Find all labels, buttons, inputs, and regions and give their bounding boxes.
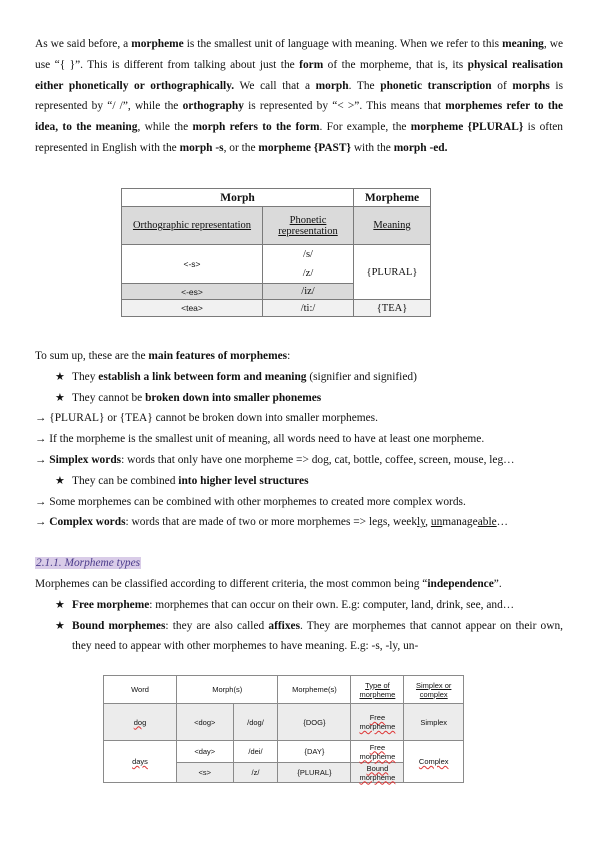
table2-cell: <day> <box>177 741 234 763</box>
features-list-2 <box>35 471 563 492</box>
star-icon: ★ <box>55 618 65 632</box>
table2-cell: dog <box>104 704 177 741</box>
list-item: ★ They can be combined into higher level structures <box>35 471 563 492</box>
table2-cell: Free morpheme <box>351 741 404 763</box>
table2-cell: <s> <box>177 763 234 783</box>
table1-cell: {TEA} <box>354 300 431 317</box>
table2-cell: days <box>104 741 177 783</box>
table1-cell: /s/ /z/ <box>263 245 354 284</box>
features-list <box>35 367 563 409</box>
arrow-line: → Some morphemes can be combined with other morphemes to created more complex words. <box>35 495 466 508</box>
table1-header-morph: Morph <box>122 189 354 207</box>
table1-sub-phon: Phonetic representation <box>278 214 338 237</box>
document-page <box>35 34 563 159</box>
summary-intro: To sum up, these are the main features of morphemes: <box>35 350 291 362</box>
arrow-line: → Complex words: words that are made of two or more morphemes => legs, weekly, unmanageable… <box>35 516 509 529</box>
table2-cell: <dog> <box>177 704 234 741</box>
summary-section <box>35 346 563 533</box>
word-morph-table <box>103 675 464 783</box>
list-item: ★ They cannot be broken down into smaller phonemes <box>35 388 563 409</box>
table2-cell: /dog/ <box>233 704 278 741</box>
morph-morpheme-table <box>121 188 431 317</box>
table2-header: Word <box>104 676 177 704</box>
table1-cell: /ti:/ <box>263 300 354 317</box>
table2-cell: {PLURAL} <box>278 763 351 783</box>
star-icon: ★ <box>55 390 65 404</box>
table1-cell: <tea> <box>122 300 263 317</box>
list-item: ★ They establish a link between form and meaning (signifier and signified) <box>35 367 563 388</box>
table1-sub-meaning: Meaning <box>373 220 411 231</box>
types-intro: Morphemes can be classified according to different criteria, the most common being “independence”. <box>35 578 502 590</box>
table1-cell: <-es> <box>122 284 263 300</box>
table2-cell: Complex <box>404 741 464 783</box>
star-icon: ★ <box>55 473 65 487</box>
table2-header: Type of morpheme <box>351 676 404 704</box>
table1-header-morpheme: Morpheme <box>354 189 431 207</box>
table1-cell: {PLURAL} <box>354 245 431 300</box>
table2-cell: {DAY} <box>278 741 351 763</box>
table1-sub-ortho: Orthographic representation <box>132 220 252 231</box>
arrow-line: → If the morpheme is the smallest unit of meaning, all words need to have at least one morpheme. <box>35 433 485 446</box>
table2-cell: Simplex <box>404 704 464 741</box>
star-icon: ★ <box>55 597 65 611</box>
table2-header: Simplex or complex <box>404 676 464 704</box>
star-icon: ★ <box>55 369 65 383</box>
section-heading: 2.1.1. Morpheme types <box>36 557 141 569</box>
types-list <box>35 595 563 657</box>
arrow-line: → {PLURAL} or {TEA} cannot be broken down into smaller morphemes. <box>35 412 378 425</box>
table2-cell: Free morpheme <box>351 704 404 741</box>
table1-cell: <-s> <box>122 245 263 284</box>
types-section <box>35 574 563 657</box>
table2-cell: Bound morpheme <box>351 763 404 783</box>
list-item: ★ Free morpheme: morphemes that can occur on their own. E.g: computer, land, drink, see, and… <box>35 595 563 616</box>
intro-paragraph: As we said before, a morpheme is the smallest unit of language with meaning. When we refer to this meaning, we use “{ }”. This is different from talking about just the form of the morpheme, that is, its physical realisation either phonetically or orthographically. We call that a morph. The phonetic transcription of morphs is represented by “/ /”, while the orthography is represented by “< >”. This means that morphemes refer to the idea, to the meaning, while the morph refers to the form. For example, the morpheme {PLURAL} is often represented in English with the morph -s, or the morpheme {PAST} with the morph -ed. <box>35 38 564 154</box>
table2-header: Morph(s) <box>177 676 278 704</box>
table1-cell: /iz/ <box>263 284 354 300</box>
table2-cell: /z/ <box>233 763 278 783</box>
table2-header: Morpheme(s) <box>278 676 351 704</box>
list-item: ★ Bound morphemes: they are also called affixes. They are morphemes that cannot appear on their own, they need to appear with other morphemes to have meaning. E.g: -s, -ly, un- <box>35 616 563 658</box>
table2-cell: {DOG} <box>278 704 351 741</box>
arrow-line: → Simplex words: words that only have one morpheme => dog, cat, bottle, coffee, screen, mouse, leg… <box>35 453 515 466</box>
table2-cell: /dei/ <box>233 741 278 763</box>
